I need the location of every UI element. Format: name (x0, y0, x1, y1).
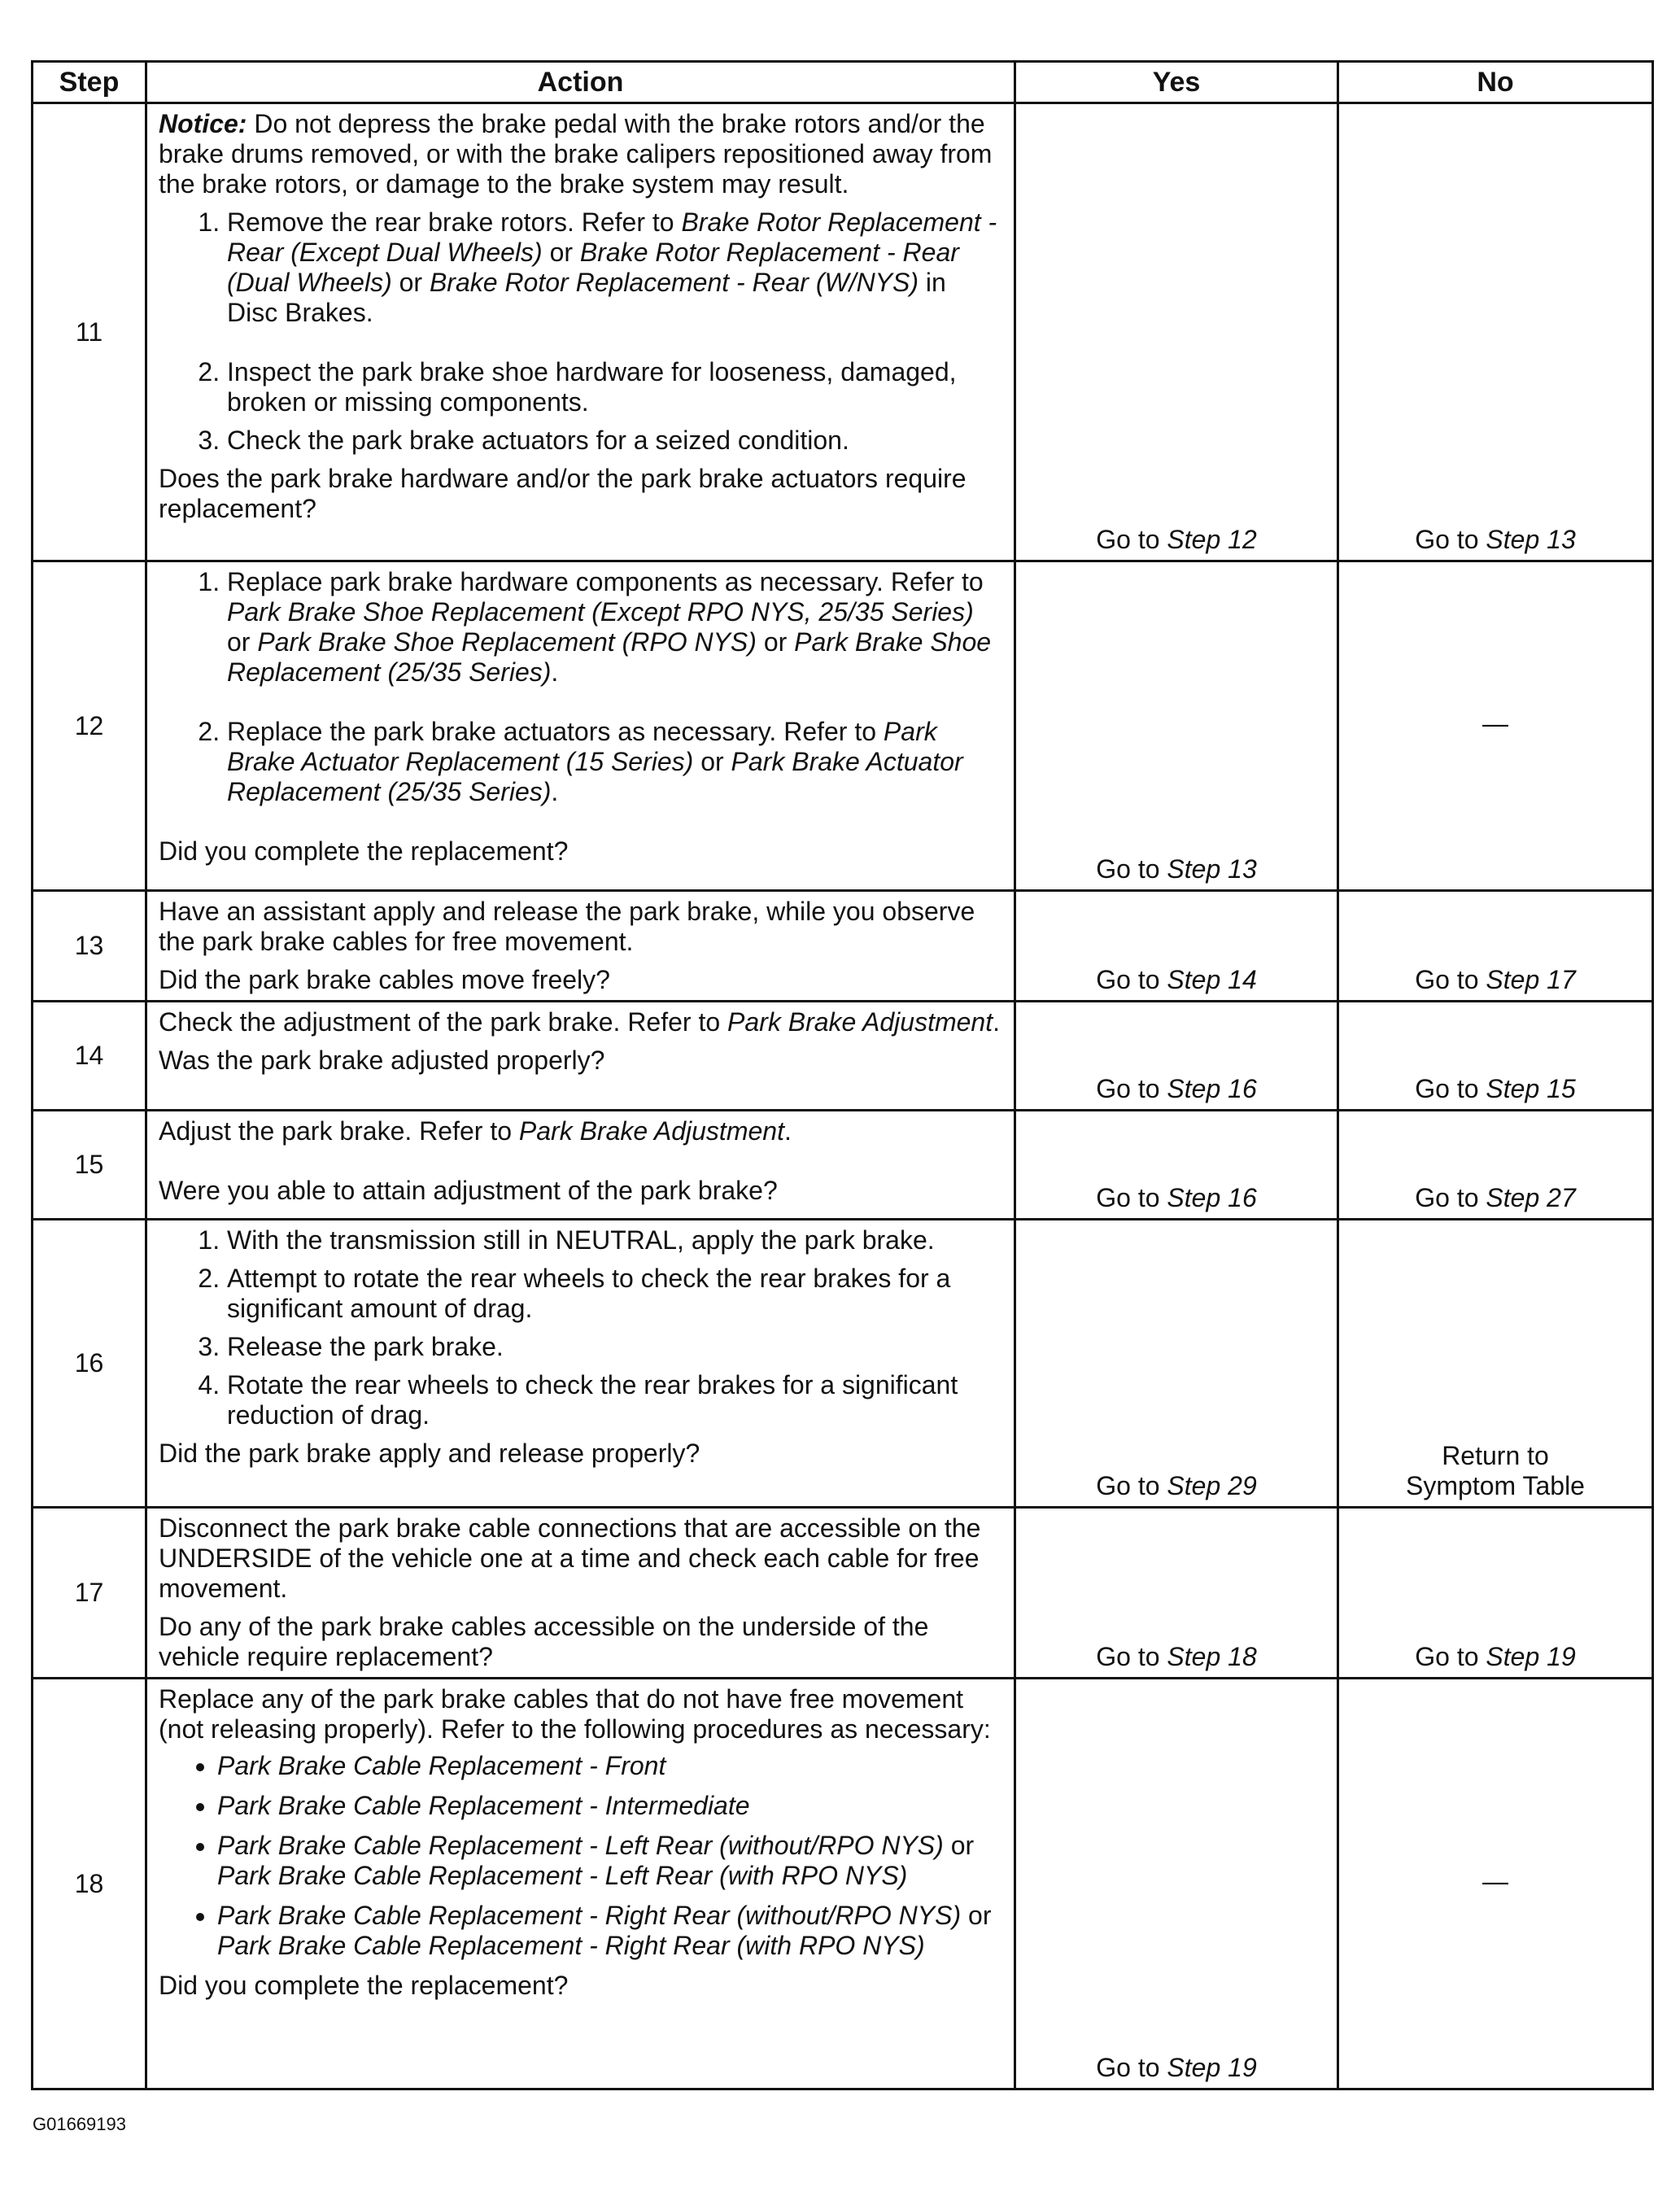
reference-link: Brake Rotor Replacement - Rear (W/NYS) (429, 268, 919, 297)
step-reference: Step 19 (1486, 1642, 1576, 1671)
reference-link: Park Brake Adjustment (518, 1116, 784, 1146)
step-reference: Step 18 (1167, 1642, 1257, 1671)
action-cell (146, 1508, 1015, 1679)
step-reference: Step 29 (1167, 1471, 1257, 1500)
step-number: 11 (33, 103, 146, 561)
table-row-step-16 (33, 1220, 1653, 1508)
list-item: 3. Check the park brake actuators for a seized condition. (227, 426, 1002, 456)
reference-link: Park Brake Shoe Replacement (25/35 Series) (227, 627, 992, 687)
yes-cell: Go to Step 19 (1015, 1679, 1338, 2089)
step-number: 17 (33, 1508, 146, 1679)
step-reference: Step 12 (1167, 525, 1257, 554)
reference-link: Brake Rotor Replacement - Rear (Except Dual Wheels) (227, 207, 997, 267)
action-text: Have an assistant apply and release the park brake, while you observe the park brake cables for free movement. (159, 897, 975, 956)
action-cell (146, 1220, 1015, 1508)
reference-link: Park Brake Shoe Replacement (Except RPO NYS, 25/35 Series) (227, 597, 974, 627)
step-reference: Step 27 (1486, 1183, 1576, 1212)
question-text: Does the park brake hardware and/or the park brake actuators require replacement? (159, 464, 967, 523)
list-item: • Park Brake Cable Replacement - Front (217, 1751, 1002, 1781)
yes-cell: Go to Step 16 (1015, 1111, 1338, 1220)
question-text: Did you complete the replacement? (159, 836, 569, 866)
no-cell: — (1338, 1679, 1653, 2089)
no-cell: — (1338, 561, 1653, 891)
step-number: 16 (33, 1220, 146, 1508)
table-row-step-13 (33, 891, 1653, 1002)
step-number: 13 (33, 891, 146, 1002)
step-reference: Step 14 (1167, 965, 1257, 994)
step-number: 18 (33, 1679, 146, 2089)
question-text: Do any of the park brake cables accessible on the underside of the vehicle require replacement? (159, 1612, 929, 1671)
action-text: Adjust the park brake. Refer to Park Brake Adjustment. (159, 1116, 792, 1146)
reference-link: Brake Rotor Replacement - Rear (Dual Wheels) (227, 238, 959, 297)
header-step: Step (33, 62, 146, 103)
reference-link: Park Brake Actuator Replacement (15 Series) (227, 717, 937, 776)
reference-link: Park Brake Shoe Replacement (RPO NYS) (257, 627, 757, 657)
notice-text: Do not depress the brake pedal with the brake rotors and/or the brake drums removed, or with the brake calipers repositioned away from the brake rotors, or damage to the brake system may result. (159, 109, 993, 199)
step-reference: Step 16 (1167, 1074, 1257, 1103)
action-cell (146, 561, 1015, 891)
list-item: 3. Release the park brake. (227, 1332, 1002, 1362)
reference-link: Park Brake Actuator Replacement (25/35 Series) (227, 747, 963, 806)
no-cell: Go to Step 15 (1338, 1002, 1653, 1111)
step-number: 12 (33, 561, 146, 891)
list-item: 2. Inspect the park brake shoe hardware for looseness, damaged, broken or missing components. (227, 357, 1002, 417)
table-header-row (33, 62, 1653, 103)
question-text: Were you able to attain adjustment of the park brake? (159, 1176, 778, 1205)
yes-cell: Go to Step 13 (1015, 561, 1338, 891)
action-cell (146, 1111, 1015, 1220)
action-text: Replace any of the park brake cables that do not have free movement (not releasing properly). Refer to the following procedures as necessary: (159, 1684, 991, 1744)
list-item: 1. Replace park brake hardware components as necessary. Refer to Park Brake Shoe Replacement (Except RPO NYS, 25/35 Series) or Park Brake Shoe Replacement (RPO NYS) or Park Brake Shoe Replacement (25/35 Series). (227, 567, 1002, 688)
table-row-step-14 (33, 1002, 1653, 1111)
list-item: 1. Remove the rear brake rotors. Refer to Brake Rotor Replacement - Rear (Except Dual Wheels) or Brake Rotor Replacement - Rear (Dual Wheels) or Brake Rotor Replacement - Rear (W/NYS) in Disc Brakes. (227, 207, 1002, 328)
step-number: 15 (33, 1111, 146, 1220)
no-cell: Go to Step 27 (1338, 1111, 1653, 1220)
reference-link: Park Brake Adjustment (727, 1007, 993, 1037)
step-reference: Step 16 (1167, 1183, 1257, 1212)
action-text: Disconnect the park brake cable connections that are accessible on the UNDERSIDE of the vehicle one at a time and check each cable for free movement. (159, 1513, 981, 1603)
table-row-step-18 (33, 1679, 1653, 2089)
step-number: 14 (33, 1002, 146, 1111)
yes-cell: Go to Step 18 (1015, 1508, 1338, 1679)
figure-id: G01669193 (33, 2114, 126, 2134)
question-text: Did the park brake cables move freely? (159, 965, 610, 994)
action-text: Check the adjustment of the park brake. Refer to Park Brake Adjustment. (159, 1007, 1000, 1037)
list-item: 2. Replace the park brake actuators as necessary. Refer to Park Brake Actuator Replacement (15 Series) or Park Brake Actuator Replacement (25/35 Series). (227, 717, 1002, 807)
step-reference: Step 19 (1167, 2053, 1257, 2082)
header-no: No (1338, 62, 1653, 103)
header-action: Action (146, 62, 1015, 103)
return-text: Return to Symptom Table (1406, 1441, 1585, 1500)
list-item: • Park Brake Cable Replacement - Right Rear (without/RPO NYS) or Park Brake Cable Replacement - Right Rear (with RPO NYS) (217, 1901, 1002, 1961)
header-yes: Yes (1015, 62, 1338, 103)
diagnostic-table-page (31, 60, 1652, 2090)
list-item: • Park Brake Cable Replacement - Intermediate (217, 1791, 1002, 1821)
action-cell (146, 1679, 1015, 2089)
list-item: 1. With the transmission still in NEUTRAL, apply the park brake. (227, 1225, 1002, 1255)
diagnostic-table (31, 60, 1654, 2090)
action-cell (146, 891, 1015, 1002)
action-cell (146, 103, 1015, 561)
action-cell (146, 1002, 1015, 1111)
question-text: Was the park brake adjusted properly? (159, 1046, 605, 1075)
list-item: • Park Brake Cable Replacement - Left Rear (without/RPO NYS) or Park Brake Cable Replacement - Left Rear (with RPO NYS) (217, 1831, 1002, 1891)
step-reference: Step 13 (1486, 525, 1576, 554)
table-row-step-11 (33, 103, 1653, 561)
table-row-step-12 (33, 561, 1653, 891)
yes-cell: Go to Step 14 (1015, 891, 1338, 1002)
step-reference: Step 17 (1486, 965, 1576, 994)
table-row-step-15 (33, 1111, 1653, 1220)
list-item: 4. Rotate the rear wheels to check the rear brakes for a significant reduction of drag. (227, 1370, 1002, 1430)
no-cell: Go to Step 13 (1338, 103, 1653, 561)
list-item: 2. Attempt to rotate the rear wheels to check the rear brakes for a significant amount of drag. (227, 1264, 1002, 1324)
yes-cell: Go to Step 16 (1015, 1002, 1338, 1111)
no-cell: Go to Step 19 (1338, 1508, 1653, 1679)
question-text: Did you complete the replacement? (159, 1971, 569, 2000)
question-text: Did the park brake apply and release properly? (159, 1439, 700, 1468)
yes-cell: Go to Step 12 (1015, 103, 1338, 561)
no-cell: Go to Step 17 (1338, 891, 1653, 1002)
table-row-step-17 (33, 1508, 1653, 1679)
step-reference: Step 15 (1486, 1074, 1576, 1103)
yes-cell: Go to Step 29 (1015, 1220, 1338, 1508)
step-reference: Step 13 (1167, 854, 1257, 884)
notice-label: Notice: (159, 109, 247, 138)
no-cell (1338, 1220, 1653, 1508)
